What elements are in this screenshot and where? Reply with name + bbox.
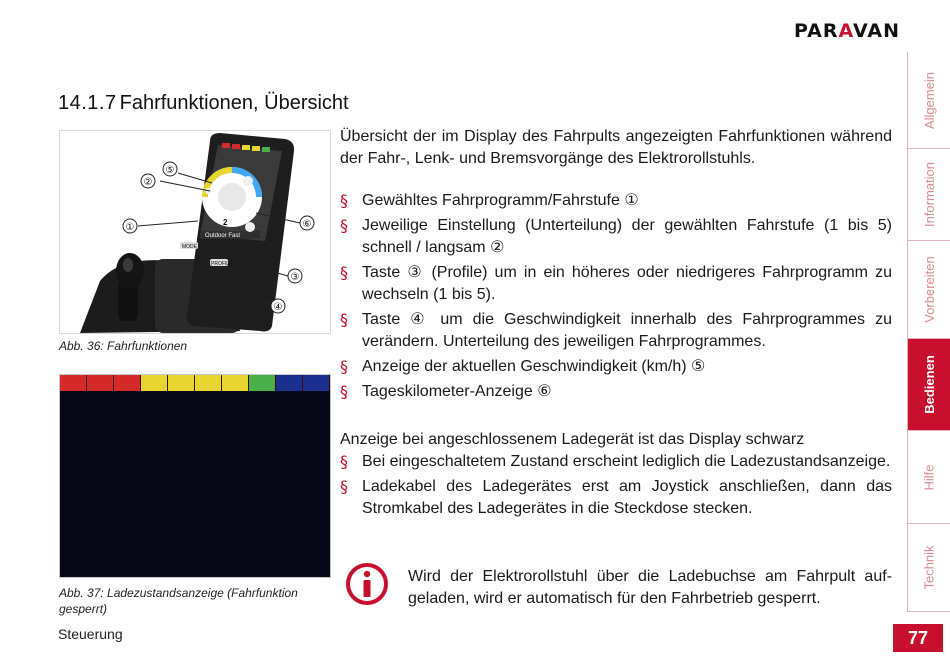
charging-list [340, 451, 892, 523]
charge-bar-segment [303, 375, 330, 391]
charge-bar-segment [87, 375, 114, 391]
figure-caption-36: Abb. 36: Fahrfunktionen [59, 339, 188, 353]
footer-chapter: Steuerung [58, 626, 123, 642]
chapter-tabs [907, 52, 950, 612]
display-speed-step: 2 [223, 218, 228, 227]
charge-level-bar [60, 375, 330, 391]
intro-paragraph: Übersicht der im Display des Fahrpults angezeigten Fahrfunktionen während der Fahr-, Lenk- und Bremsvorgänge des Elektrorollstuhls. [340, 128, 892, 167]
tab-allgemein[interactable]: Allgemein [908, 52, 950, 149]
display-profile-label: PROFILE [211, 261, 233, 267]
charge-bar-segment [195, 375, 222, 391]
list-item: § Gewähltes Fahrprogramm/Fahrstufe ① [340, 191, 639, 210]
function-list [340, 190, 892, 406]
charge-bar-segment [60, 375, 87, 391]
list-item: § Tageskilometer-Anzeige ⑥ [340, 382, 552, 401]
info-note: Wird der Elektrorollstuhl über die Ladebuchse am Fahrpult aufgeladen, wird er automatisch für den Fahrbetrieb gesperrt. [408, 568, 892, 607]
callout-4: ④ [273, 302, 283, 313]
charge-bar-segment [222, 375, 249, 391]
figure-caption-37: Abb. 37: Ladezustandsanzeige (Fahrfunktion gesperrt) [59, 586, 298, 616]
callout-6: ⑥ [302, 219, 312, 230]
charging-paragraph: Anzeige bei angeschlossenem Ladegerät ist das Display schwarz [340, 431, 805, 448]
tab-vorbereiten[interactable]: Vorbereiten [908, 241, 950, 339]
tab-information[interactable]: Information [908, 149, 950, 241]
charge-bar-segment [141, 375, 168, 391]
callout-3: ③ [290, 272, 300, 283]
list-item: § Bei eingeschaltetem Zustand erscheint lediglich die Ladezustandsanzeige. [340, 452, 891, 471]
callout-2: ② [143, 177, 153, 188]
figure-ladezustand [59, 374, 331, 578]
list-item: § Jeweilige Einstellung (Unterteilung) der gewählten Fahrstufe (1 bis 5) schnell / langsam ② [340, 216, 892, 256]
charge-bar-segment [249, 375, 276, 391]
tab-bedienen[interactable]: Bedienen [908, 339, 950, 431]
section-title-text: Fahrfunktionen, Übersicht [119, 92, 349, 114]
info-icon [345, 562, 389, 606]
list-item: § Taste ③ (Profile) um in ein höheres oder niedrigeres Fahrprogramm zu wechseln (1 bis 5). [340, 263, 892, 303]
list-item: § Anzeige der aktuellen Geschwindigkeit (km/h) ⑤ [340, 357, 706, 376]
section-number: 14.1.7 [58, 92, 117, 114]
section-title [58, 92, 349, 115]
callout-5: ⑤ [165, 165, 175, 176]
figure-fahrfunktionen [59, 130, 331, 334]
callout-1: ① [125, 222, 135, 233]
tab-technik[interactable]: Technik [908, 524, 950, 612]
paravan-logo: PARAVAN [794, 20, 900, 42]
list-item: § Ladekabel des Ladegerätes erst am Joystick anschließen, dann das Stromkabel des Ladegerätes in die Steckdose stecken. [340, 477, 892, 517]
charge-bar-segment [168, 375, 195, 391]
joystick-illustration [60, 131, 330, 333]
page-number: 77 [893, 624, 943, 652]
charge-bar-segment [276, 375, 303, 391]
charge-bar-segment [114, 375, 141, 391]
tab-hilfe[interactable]: Hilfe [908, 431, 950, 524]
list-item: § Taste ④ um die Geschwindigkeit innerhalb des Fahrprogrammes zu verändern. Unterteilung des jeweiligen Fahrprogrammes. [340, 310, 892, 350]
display-profile-name: Outdoor Fast [205, 233, 241, 239]
display-mode-label: MODE [182, 244, 197, 250]
